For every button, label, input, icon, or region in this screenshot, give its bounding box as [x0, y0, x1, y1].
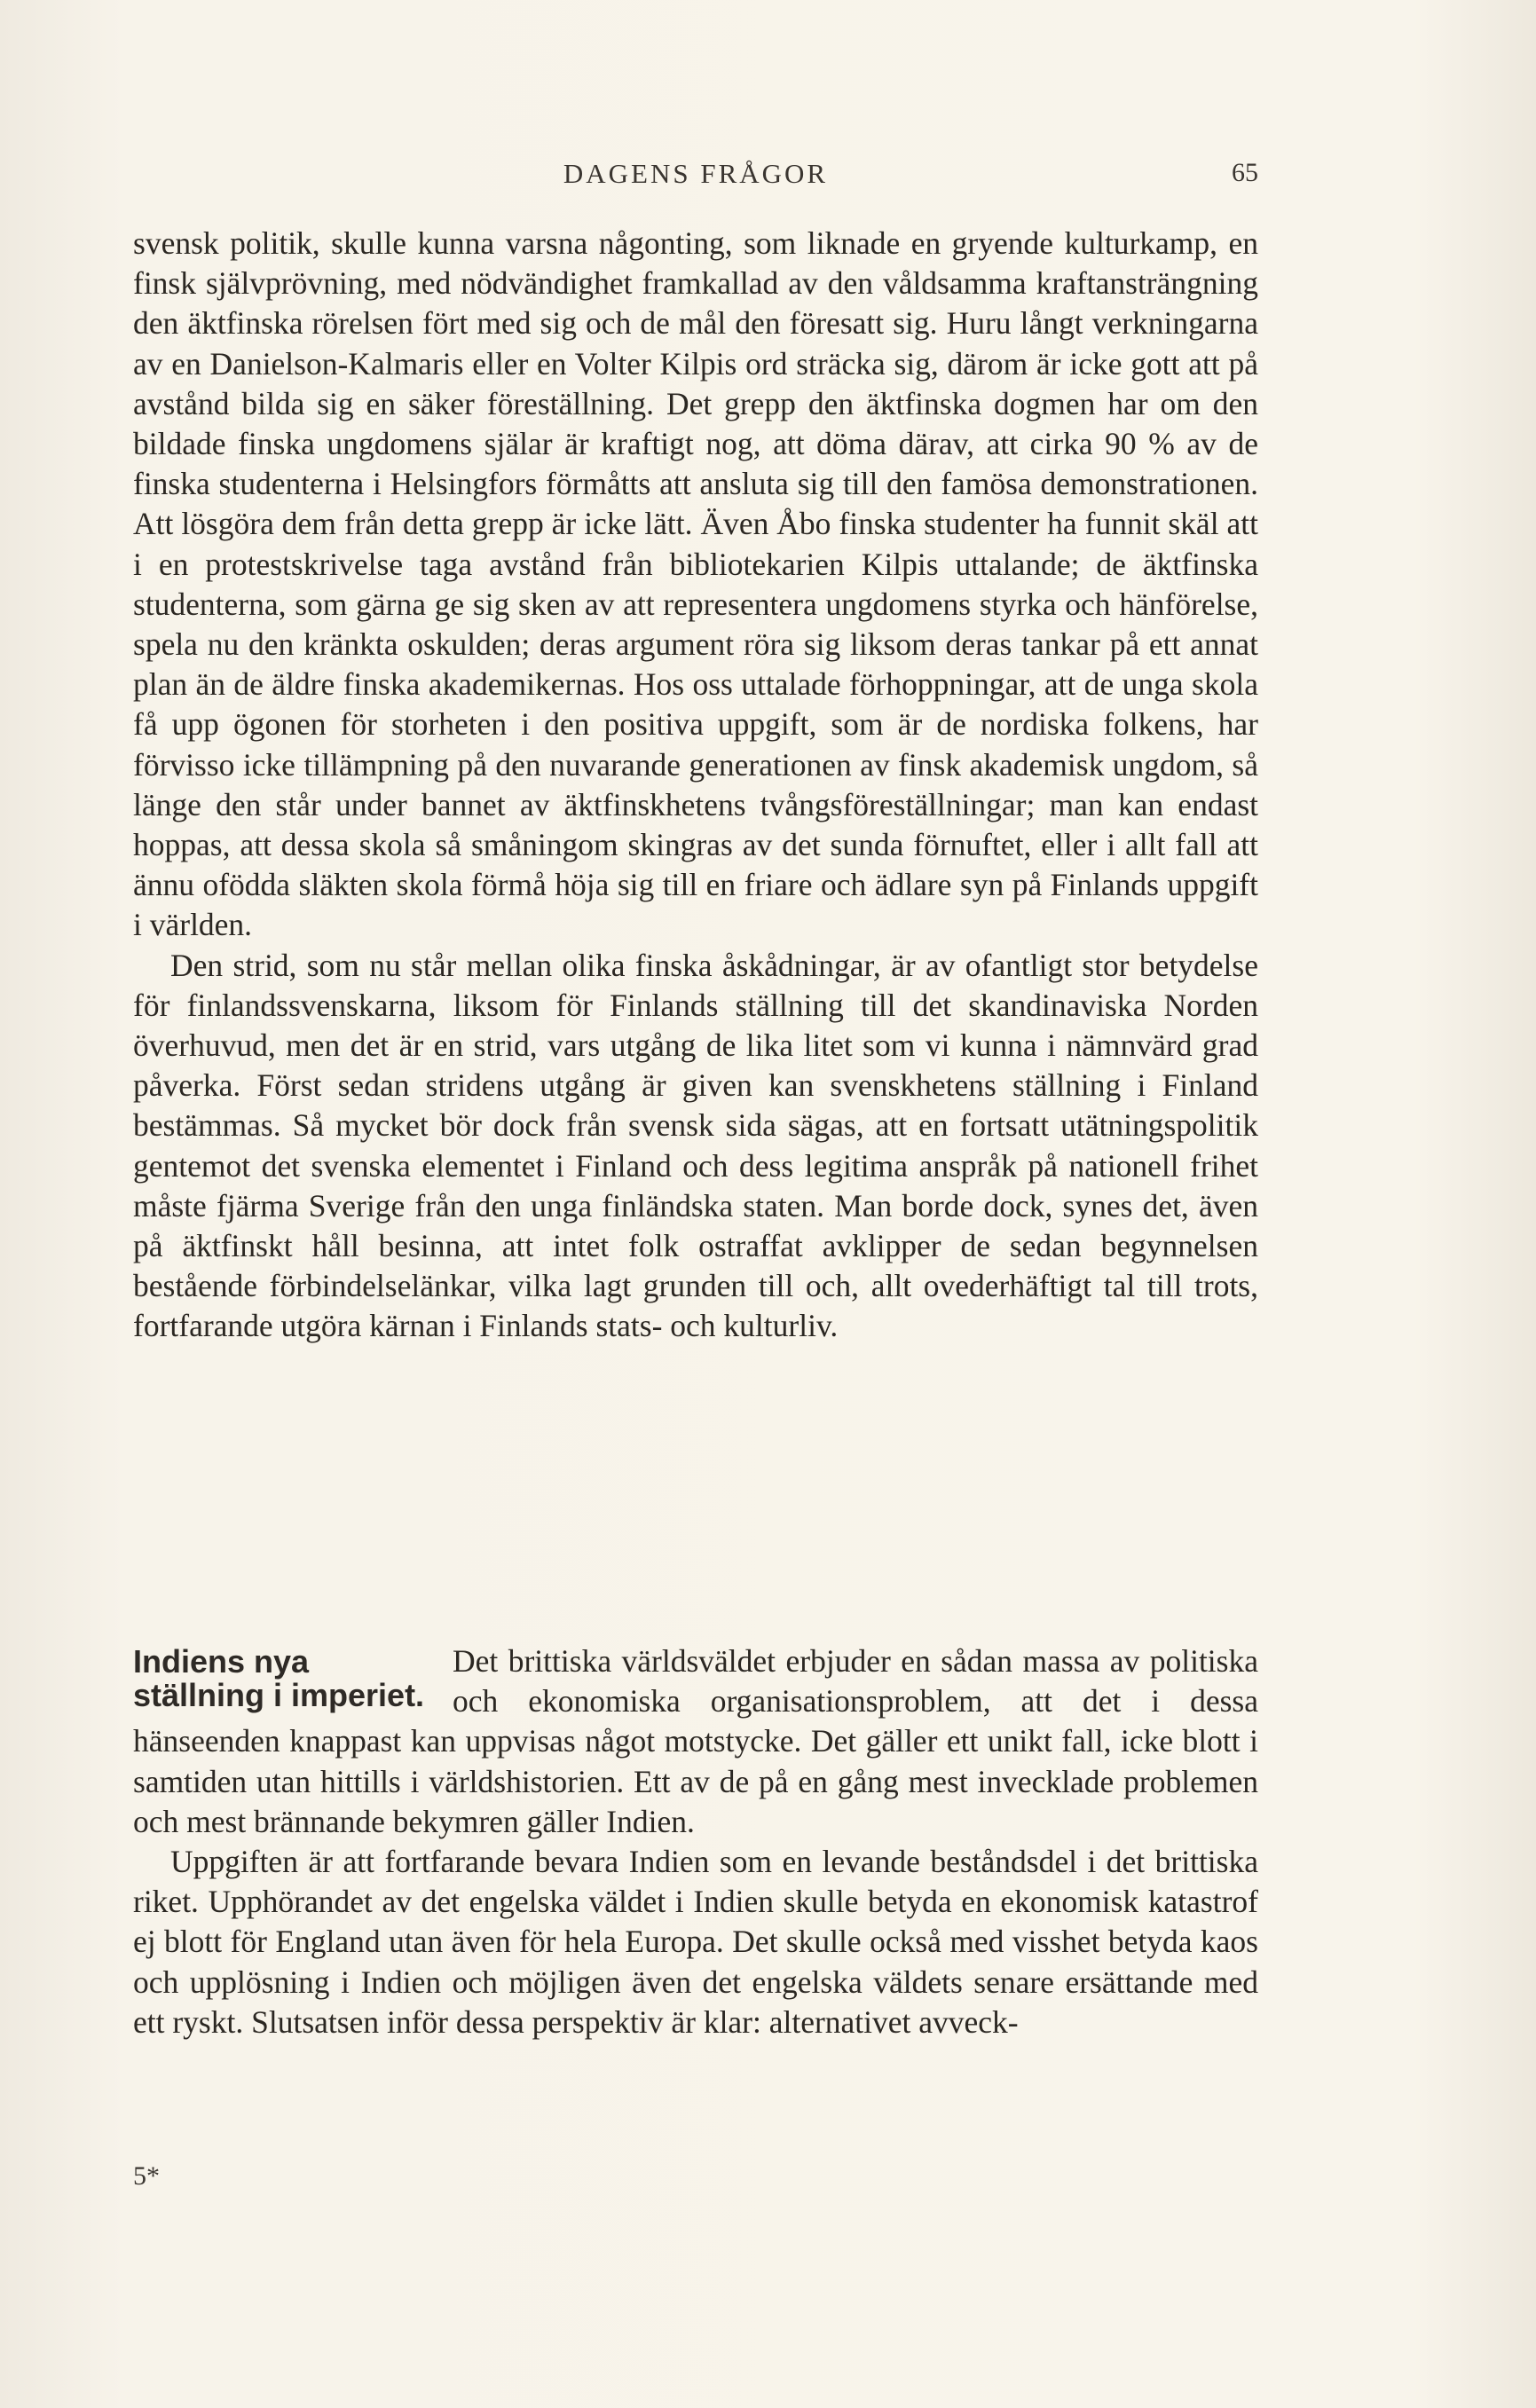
- section-side-heading: Indiens nya ställning i imperiet.: [133, 1643, 425, 1713]
- section-india: [133, 1641, 1258, 2042]
- printer-signature-mark: 5*: [133, 2161, 160, 2191]
- paragraph: svensk politik, skulle kunna varsna någonting, som liknade en gryende kulturkamp, en finsk självprövning, med nödvändighet framkallad av den våldsamma kraftansträngning den äktfinska rörelsen fört med sig och de mål den föresatt sig. Huru långt verkningarna av en Danielson-Kalmaris eller en Volter Kilpis ord sträcka sig, därom är icke gott att på avstånd bilda sig en säker föreställning. Det grepp den äktfinska dogmen har om den bildade finska ungdomens själar är kraftigt nog, att döma därav, att cirka 90 % av de finska studenterna i Helsingfors förmåtts att ansluta sig till den famösa demonstrationen. Att lösgöra dem från detta grepp är icke lätt. Även Åbo finska studenter ha funnit skäl att i en protestskrivelse taga avstånd från bibliotekarien Kilpis uttalande; de äktfinska studenterna, som gärna ge sig sken av att representera ungdomens styrka och hänförelse, spela nu den kränkta oskulden; deras argument röra sig liksom deras tankar på ett annat plan än de äldre finska akademikernas. Hos oss uttalade förhoppningar, att de unga skola få upp ögonen för storheten i den positiva uppgift, som är de nordiska folkens, har förvisso icke tillämpning på den nuvarande generationen av finsk akademisk ungdom, så länge den står under bannet av äktfinskhetens tvångsföreställningar; man kan endast hoppas, att dessa skola så småningom skingras av det sunda förnuftet, eller i allt fall att ännu ofödda släkten skola förmå höja sig till en friare och ädlare syn på Finlands uppgift i världen.: [133, 225, 1258, 943]
- paragraph: Det brittiska världsväldet erbjuder en sådan massa av politiska och ekonomiska organisationsproblem, att det i dessa hänseenden knappast kan uppvisas något motstycke. Det gäller ett unikt fall, icke blott i samtiden utan hittills i världshistorien. Ett av de på en gång mest invecklade problemen och mest brännande bekymren gäller Indien.: [133, 1643, 1258, 1839]
- paragraph: Den strid, som nu står mellan olika finska åskådningar, är av ofantligt stor betydelse för finlandssvenskarna, liksom för Finlands ställning till det skandinaviska Norden överhuvud, men det är en strid, vars utgång de lika litet som vi kunna i nämnvärd grad påverka. Först sedan stridens utgång är given kan svenskhetens ställning i Finland bestämmas. Så mycket bör dock från svensk sida sägas, att en fortsatt utätningspolitik gentemot det svenska elementet i Finland och dess legitima anspråk på nationell frihet måste fjärma Sverige från den unga finländska staten. Man borde dock, synes det, även på äktfinskt håll besinna, att intet folk ostraffat avklipper de sedan begynnelsen bestående förbindelselänkar, vilka lagt grunden till och, allt ovederhäftigt tal till trots, fortfarande utgöra kärnan i Finlands stats- och kulturliv.: [133, 947, 1258, 1344]
- paragraph: Uppgiften är att fortfarande bevara Indien som en levande beståndsdel i det brittiska riket. Upphörandet av det engelska väldet i Indien skulle betyda en ekonomisk katastrof ej blott för England utan även för hela Europa. Det skulle också med visshet betyda kaos och upplösning i Indien och möjligen även det engelska väldets senare ersättande med ett ryskt. Slutsatsen inför dessa perspektiv är klar: alternativet avveck-: [133, 1844, 1258, 2040]
- running-title: DAGENS FRÅGOR: [563, 158, 829, 189]
- page-number: 65: [1232, 158, 1258, 187]
- section-finnish-question: [133, 224, 1258, 1347]
- page-header: [133, 158, 1258, 201]
